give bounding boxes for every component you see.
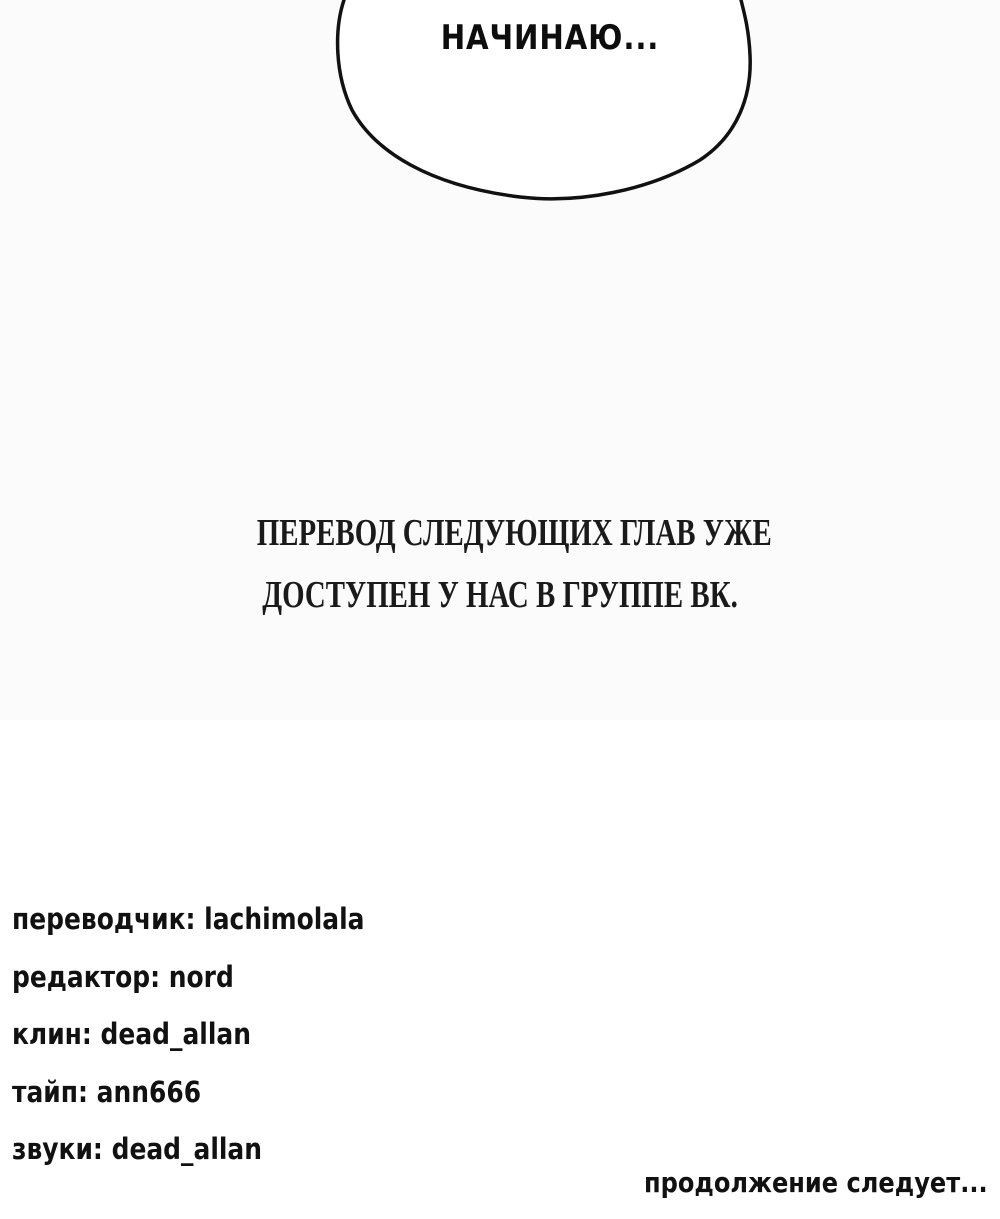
credits-list <box>12 902 512 1190</box>
credit-sound: звуки: dead_allan <box>12 1132 263 1166</box>
credit-cleaner: клин: dead_allan <box>12 1017 251 1051</box>
notice-line-2: ДОСТУПЕН У НАС В ГРУППЕ ВК. <box>262 574 738 616</box>
credit-translator: переводчик: lachimolala <box>12 902 365 936</box>
to-be-continued-text: продолжение следует... <box>644 1166 988 1199</box>
credit-typesetter: тайп: ann666 <box>12 1074 202 1109</box>
translation-notice <box>180 502 820 626</box>
credit-editor: редактор: nord <box>12 959 234 994</box>
notice-line-1: ПЕРЕВОД СЛЕДУЮЩИХ ГЛАВ УЖЕ <box>256 512 772 554</box>
speech-bubble-text: НАЧИНАЮ... <box>440 18 660 58</box>
